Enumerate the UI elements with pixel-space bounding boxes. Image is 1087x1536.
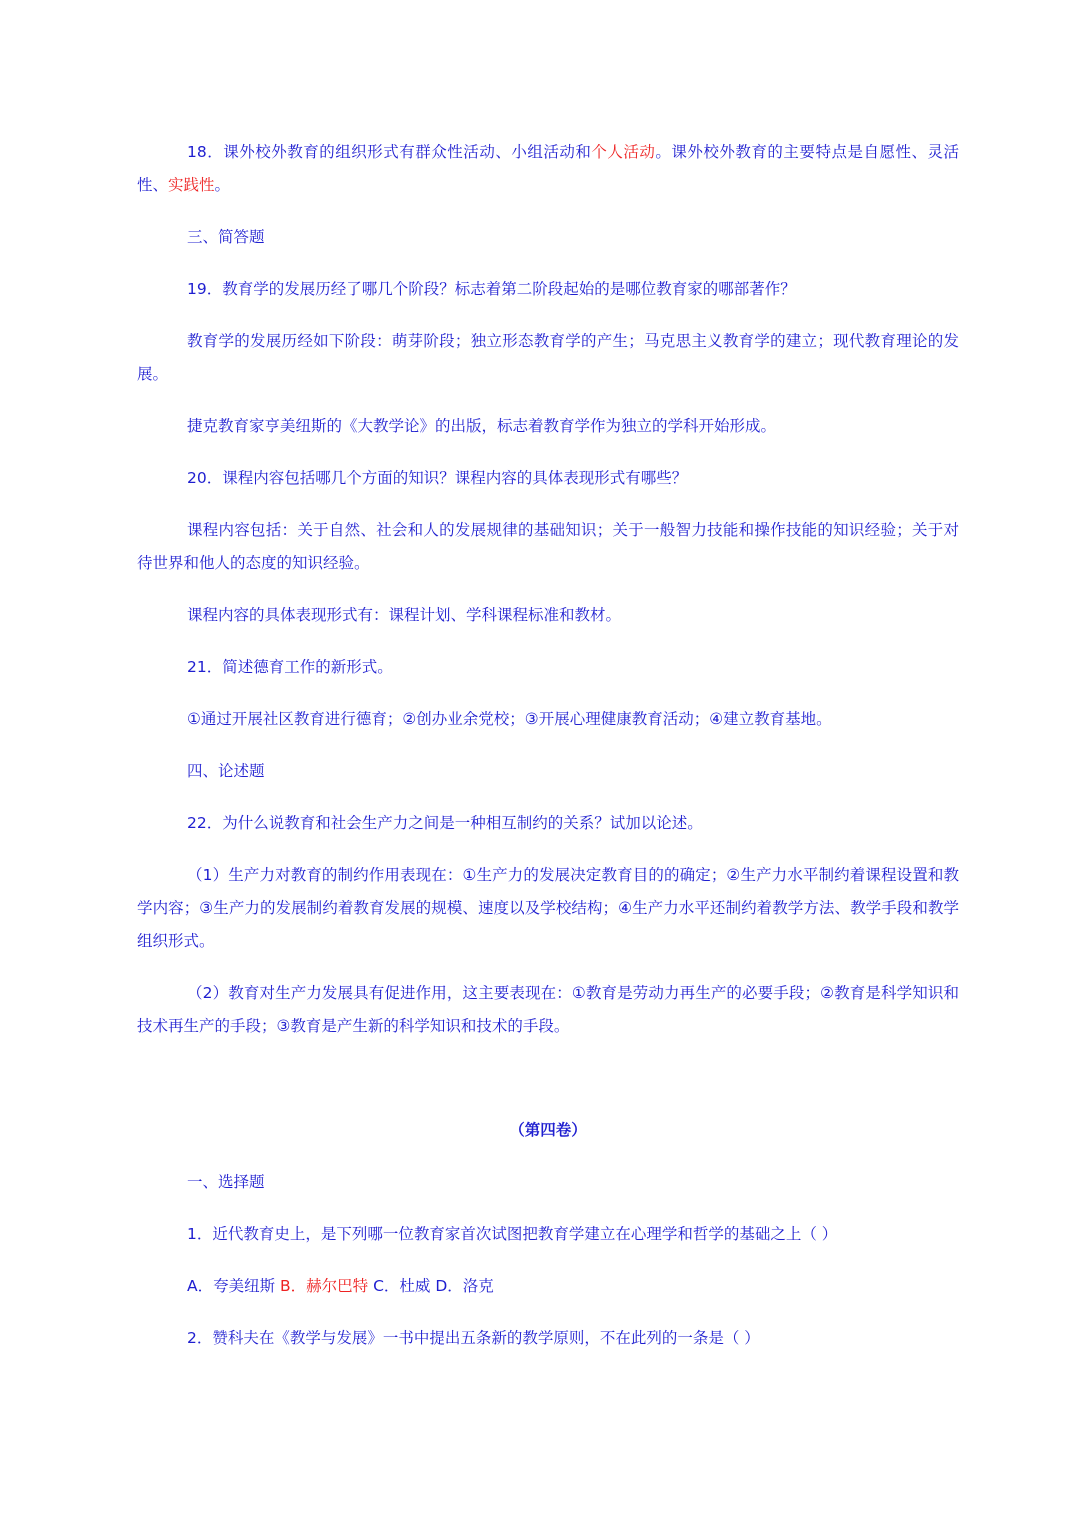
q20-answer-1: 课程内容包括：关于自然、社会和人的发展规律的基础知识；关于一般智力技能和操作技能的知识经验；关于对待世界和他人的态度的知识经验。 <box>137 521 959 572</box>
mc1-option-c: C．杜威 <box>368 1277 436 1295</box>
q18-text-1: 18．课外校外教育的组织形式有群众性活动、小组活动和 <box>187 143 592 161</box>
volume-title: （第四卷） <box>509 1121 587 1139</box>
q19-answer-2: 捷克教育家亨美纽斯的《大教学论》的出版，标志着教育学作为独立的学科开始形成。 <box>187 417 777 435</box>
mc1-option-b: B．赫尔巴特 <box>280 1277 369 1295</box>
document-content <box>137 136 959 1355</box>
question-20: 20．课程内容包括哪几个方面的知识？课程内容的具体表现形式有哪些？ <box>187 469 688 487</box>
q21-answer: ①通过开展社区教育进行德育；②创办业余党校；③开展心理健康教育活动；④建立教育基地。 <box>187 710 832 728</box>
mc1-option-a: A．夸美纽斯 <box>187 1277 281 1295</box>
section-heading-4: 四、论述题 <box>187 762 265 780</box>
q19-answer-1: 教育学的发展历经如下阶段：萌芽阶段；独立形态教育学的产生；马克思主义教育学的建立；现代教育理论的发展。 <box>137 332 959 383</box>
section-heading-3: 三、简答题 <box>187 228 265 246</box>
q18-answer-1: 个人活动 <box>591 143 656 161</box>
q18-text-2: 。课外校外教育的主要特点是自愿性、灵活性、 <box>137 143 959 194</box>
question-18 <box>137 136 959 202</box>
section-heading-1: 一、选择题 <box>187 1173 265 1191</box>
mc1-option-d: D．洛克 <box>435 1277 494 1295</box>
q18-text-3: 。 <box>214 176 231 194</box>
mc-question-2: 2．赞科夫在《教学与发展》一书中提出五条新的教学原则，不在此列的一条是（ ） <box>187 1329 760 1347</box>
mc1-options <box>137 1270 959 1303</box>
question-19: 19．教育学的发展历经了哪几个阶段？标志着第二阶段起始的是哪位教育家的哪部著作？ <box>187 280 796 298</box>
q22-answer-2: （2）教育对生产力发展具有促进作用，这主要表现在：①教育是劳动力再生产的必要手段；②教育是科学知识和技术再生产的手段；③教育是产生新的科学知识和技术的手段。 <box>137 984 959 1035</box>
q22-answer-1: （1）生产力对教育的制约作用表现在：①生产力的发展决定教育目的的确定；②生产力水平制约着课程设置和教学内容；③生产力的发展制约着教育发展的规模、速度以及学校结构；④生产力水平还制约着教学方法、教学手段和教学组织形式。 <box>137 866 959 950</box>
question-22: 22．为什么说教育和社会生产力之间是一种相互制约的关系？试加以论述。 <box>187 814 703 832</box>
q18-answer-2: 实践性 <box>168 176 215 194</box>
question-21: 21．简述德育工作的新形式。 <box>187 658 393 676</box>
q20-answer-2: 课程内容的具体表现形式有：课程计划、学科课程标准和教材。 <box>187 606 622 624</box>
mc-question-1: 1．近代教育史上，是下列哪一位教育家首次试图把教育学建立在心理学和哲学的基础之上（ ） <box>187 1225 838 1243</box>
